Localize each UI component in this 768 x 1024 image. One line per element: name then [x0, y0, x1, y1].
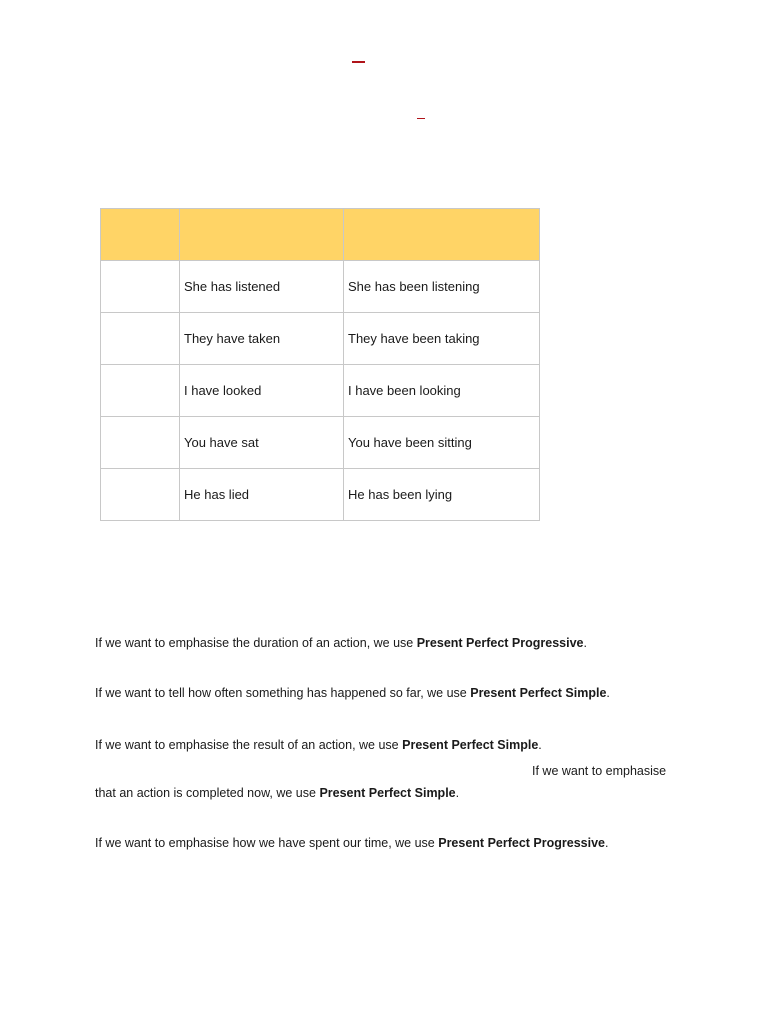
simple-cell: They have taken [180, 313, 344, 365]
rule-paragraph-duration [95, 635, 587, 651]
rule-paragraph-result [95, 737, 542, 753]
rule-end: . [605, 836, 609, 850]
base-cell [101, 261, 180, 313]
table-row [101, 417, 540, 469]
progressive-cell: I have been looking [344, 365, 540, 417]
rule-end: . [606, 686, 610, 700]
tense-name: Present Perfect Progressive [416, 636, 584, 650]
table-row [101, 469, 540, 521]
rule-text: If we want to emphasise the duration of an action, we use [95, 636, 417, 650]
progressive-cell: He has been lying [344, 469, 540, 521]
rule-end: . [538, 738, 542, 752]
table-row [101, 313, 540, 365]
rule-text: that an action is completed now, we use [95, 786, 320, 800]
table-row [101, 261, 540, 313]
rule-paragraph-frequency [95, 685, 610, 701]
progressive-cell: She has been listening [344, 261, 540, 313]
base-cell [101, 417, 180, 469]
simple-cell: He has lied [180, 469, 344, 521]
simple-cell: I have looked [180, 365, 344, 417]
header-cell-1 [101, 209, 180, 261]
rule-text: If we want to tell how often something has happened so far, we use [95, 686, 471, 700]
table-header-row [101, 209, 540, 261]
simple-cell: She has listened [180, 261, 344, 313]
rule-text: If we want to emphasise how we have spent our time, we use [95, 836, 439, 850]
header-cell-3 [344, 209, 540, 261]
table-row [101, 365, 540, 417]
rule-text: If we want to emphasise the result of an action, we use [95, 738, 403, 752]
red-underline-mark-small [417, 118, 425, 119]
tense-name: Present Perfect Simple [470, 686, 607, 700]
rule-paragraph-completed [95, 785, 459, 801]
verb-forms-table [100, 208, 540, 521]
tense-name: Present Perfect Simple [402, 738, 539, 752]
rule-end: . [455, 786, 460, 800]
rule-paragraph-time-spent [95, 835, 608, 851]
base-cell [101, 365, 180, 417]
tense-name: Present Perfect Progressive [438, 836, 605, 850]
base-cell [101, 469, 180, 521]
rule-paragraph-completed-lead: If we want to emphasise [532, 764, 667, 778]
progressive-cell: You have been sitting [344, 417, 540, 469]
rule-end: . [583, 636, 587, 650]
header-cell-2 [180, 209, 344, 261]
base-cell [101, 313, 180, 365]
simple-cell: You have sat [180, 417, 344, 469]
progressive-cell: They have been taking [344, 313, 540, 365]
red-underline-mark [352, 61, 365, 63]
tense-name: Present Perfect Simple [319, 786, 456, 800]
